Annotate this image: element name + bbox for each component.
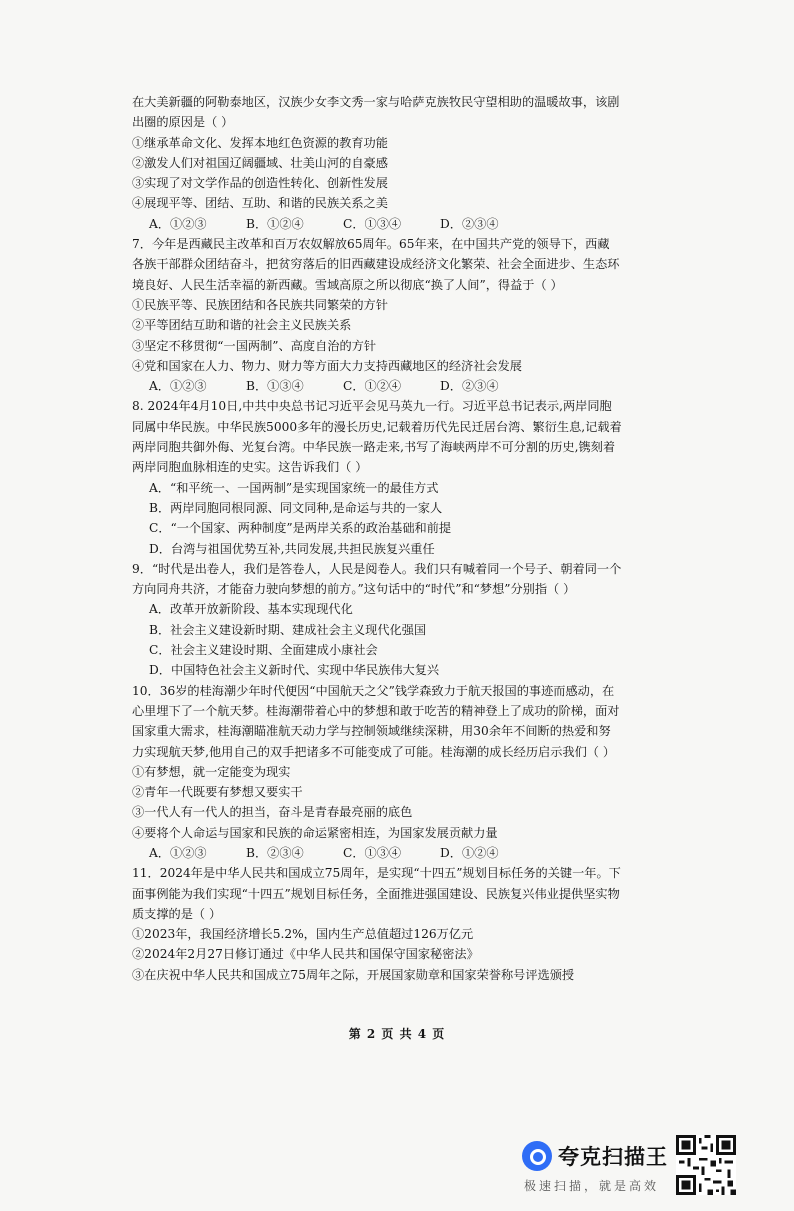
question-line: ②激发人们对祖国辽阔疆域、壮美山河的自豪感 [132, 155, 388, 170]
question-line: ②2024年2月27日修订通过《中华人民共和国保守国家秘密法》 [132, 947, 479, 962]
question-line: ③在庆祝中华人民共和国成立75周年之际，开展国家勋章和国家荣誉称号评选颁授 [132, 967, 575, 982]
answer-option: A．①②③ [149, 216, 207, 231]
answer-option: C．①③④ [343, 216, 402, 231]
answer-option: B．①③④ [246, 379, 304, 394]
page-footer: 第 2 页 共 4 页 [348, 1027, 446, 1041]
question-line: 各族干部群众团结奋斗，把贫穷落后的旧西藏建设成经济文化繁荣、社会全面进步、生态环 [132, 257, 620, 272]
quark-logo-icon [522, 1141, 552, 1171]
question-line: ②青年一代既要有梦想又要实干 [132, 785, 303, 800]
question-line: 9．“时代是出卷人，我们是答卷人，人民是阅卷人。我们只有喊着同一个号子、朝着同一个 [132, 561, 622, 576]
question-line: 力实现航天梦,他用自己的双手把诸多不可能变成了可能。桂海潮的成长经历启示我们（ ） [132, 744, 616, 759]
question-line: ④党和国家在人力、物力、财力等方面大力支持西藏地区的经济社会发展 [132, 358, 522, 373]
question-line: 11．2024年是中华人民共和国成立75周年，是实现“十四五”规划目标任务的关键一年。下 [132, 866, 621, 881]
question-line: ①2023年，我国经济增长5.2%，国内生产总值超过126万亿元 [132, 927, 474, 942]
question-line: 质支撑的是（ ） [132, 906, 222, 921]
answer-option: D．①②④ [440, 845, 499, 860]
answer-options-row [132, 376, 662, 396]
question-line: 在大美新疆的阿勒泰地区，汉族少女李文秀一家与哈萨克族牧民守望相助的温暖故事，该剧 [132, 95, 620, 109]
question-line: 10．36岁的桂海潮少年时代便因“中国航天之父”钱学森致力于航天报国的事迹而感动，在 [132, 683, 615, 698]
question-line: 出圈的原因是（ ） [132, 115, 234, 130]
question-line: ①继承革命文化、发挥本地红色资源的教育功能 [132, 135, 388, 150]
answer-option: B．①②④ [246, 216, 304, 231]
answer-option: A．①②③ [149, 845, 207, 860]
option-line: A．“和平统一、一国两制”是实现国家统一的最佳方式 [149, 480, 439, 495]
brand-slogan: 极速扫描，就是高效 [524, 1179, 660, 1193]
option-line: A．改革开放新阶段、基本实现现代化 [149, 602, 353, 617]
question-line: ④要将个人命运与国家和民族的命运紧密相连，为国家发展贡献力量 [132, 825, 498, 840]
question-line: 7．今年是西藏民主改革和百万农奴解放65周年。65年来，在中国共产党的领导下，西藏 [132, 237, 610, 252]
question-line: ③实现了对文学作品的创造性转化、创新性发展 [132, 176, 388, 191]
option-line: C．社会主义建设时期、全面建成小康社会 [149, 643, 378, 658]
answer-option: B．②③④ [246, 845, 304, 860]
qr-code-icon [676, 1135, 736, 1195]
question-line: 心里埋下了一个航天梦。桂海潮带着心中的梦想和敢于吃苦的精神登上了成功的阶梯，面对 [132, 703, 620, 718]
question-line: ③坚定不移贯彻“一国两制”、高度自治的方针 [132, 338, 377, 353]
question-content [132, 92, 662, 985]
question-line: ④展现平等、团结、互助、和谐的民族关系之美 [132, 196, 388, 211]
question-line: ②平等团结互助和谐的社会主义民族关系 [132, 318, 352, 333]
question-line: 两岸同胞共御外侮、光复台湾。中华民族一路走来,书写了海峡两岸不可分割的历史,镌刻着 [132, 440, 616, 455]
question-line: 面事例能为我们实现“十四五”规划目标任务，全面推进强国建设、民族复兴伟业提供坚实物 [132, 886, 620, 901]
answer-option: A．①②③ [149, 379, 207, 394]
question-line: ③一代人有一代人的担当，奋斗是青春最亮丽的底色 [132, 805, 413, 820]
brand-name: 夸克扫描王 [558, 1145, 668, 1169]
option-line: B．两岸同胞同根同源、同文同种,是命运与共的一家人 [149, 500, 443, 515]
option-line: D．中国特色社会主义新时代、实现中华民族伟大复兴 [149, 663, 440, 678]
question-line: 方向同舟共济，才能奋力驶向梦想的前方。”这句话中的“时代”和“梦想”分别指（ ） [132, 582, 576, 597]
option-line: D．台湾与祖国优势互补,共同发展,共担民族复兴重任 [149, 541, 435, 556]
answer-option: D．②③④ [440, 216, 499, 231]
answer-option: C．①③④ [343, 845, 402, 860]
question-line: 境良好、人民生活幸福的新西藏。雪域高原之所以彻底“换了人间”，得益于（ ） [132, 277, 563, 292]
answer-option: C．①②④ [343, 379, 402, 394]
scanner-watermark [522, 1137, 672, 1193]
option-line: C．“一个国家、两种制度”是两岸关系的政治基础和前提 [149, 521, 452, 536]
answer-options-row [132, 843, 662, 863]
answer-option: D．②③④ [440, 379, 499, 394]
answer-options-row [132, 214, 662, 234]
question-line: ①有梦想，就一定能变为现实 [132, 764, 291, 779]
question-line: 国家重大需求，桂海潮瞄准航天动力学与控制领域继续深耕，用30余年不间断的热爱和努 [132, 724, 611, 739]
question-line: 8. 2024年4月10日,中共中央总书记习近平会见马英九一行。习近平总书记表示,两岸同胞 [132, 399, 612, 414]
question-line: 同属中华民族。中华民族5000多年的漫长历史,记载着历代先民迁居台湾、繁衍生息,记载着 [132, 419, 622, 434]
question-line: 两岸同胞血脉相连的史实。这告诉我们（ ） [132, 460, 368, 475]
question-line: ①民族平等、民族团结和各民族共同繁荣的方针 [132, 297, 388, 312]
option-line: B．社会主义建设新时期、建成社会主义现代化强国 [149, 622, 427, 637]
